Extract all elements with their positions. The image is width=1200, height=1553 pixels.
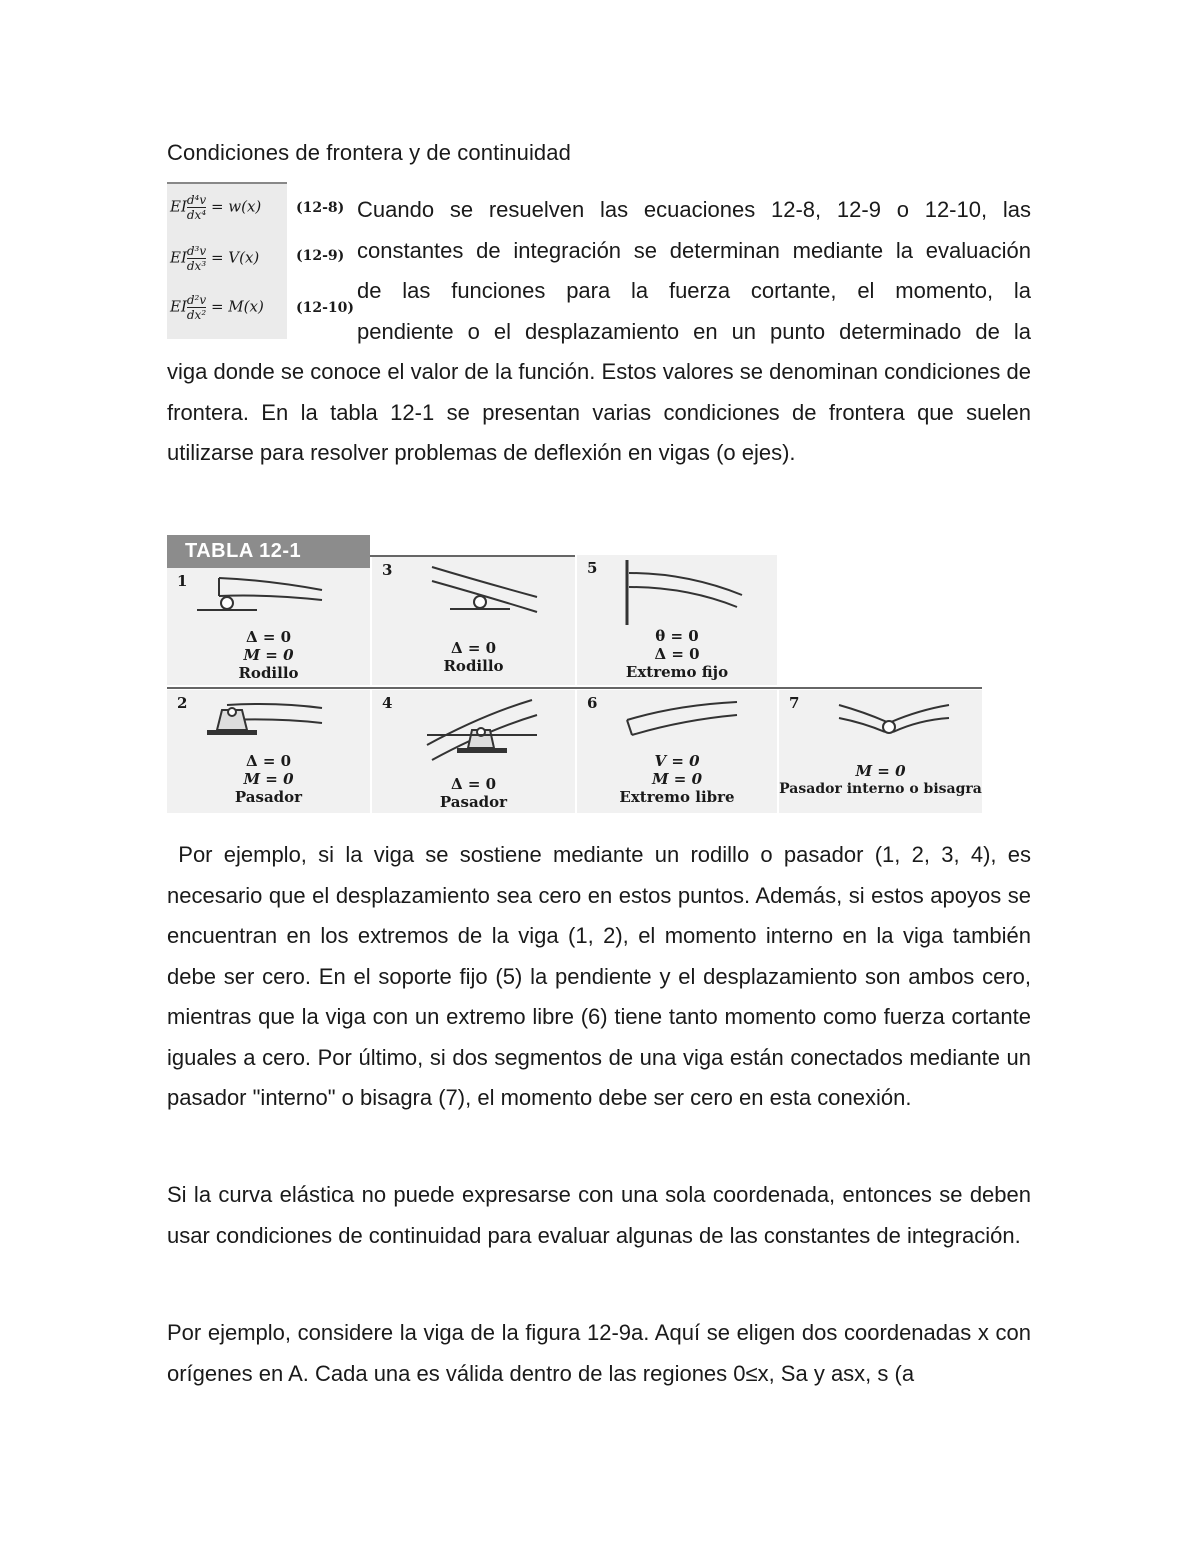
table-cell-1 — [167, 568, 370, 685]
cell-number: 1 — [177, 572, 188, 590]
condition-line: Δ = 0 — [450, 639, 497, 657]
equation-12-9 — [170, 244, 259, 273]
cell-conditions — [372, 639, 575, 675]
text-line: de las funciones para la fuerza cortante, el momento, la — [357, 278, 1031, 303]
equation-rhs: = V(x) — [210, 248, 260, 267]
condition-line: M = 0 — [243, 646, 294, 664]
equation-denominator: dx⁴ — [186, 208, 207, 222]
equation-rhs: = w(x) — [210, 197, 262, 216]
cell-number: 3 — [382, 561, 393, 579]
equation-rhs: = M(x) — [210, 297, 264, 316]
cell-conditions — [779, 762, 982, 798]
support-label: Extremo fijo — [625, 663, 729, 681]
equation-number: (12-9) — [296, 248, 345, 264]
cell-number: 2 — [177, 694, 188, 712]
paragraph-text: Si la curva elástica no puede expresarse con una sola coordenada, entonces se deben usar condiciones de continuidad para evaluar algunas de las constantes de integración. — [167, 1182, 1031, 1248]
cell-number: 5 — [587, 559, 598, 577]
section-title: Condiciones de frontera y de continuidad — [167, 140, 571, 165]
paragraph-example-figure — [167, 1313, 1031, 1394]
condition-line: Δ = 0 — [654, 645, 700, 663]
equation-denominator: dx³ — [186, 259, 207, 273]
paragraph-text: Por ejemplo, considere la viga de la figura 12-9a. Aquí se eligen dos coordenadas x con orígenes en A. Cada una es válida dentro de las regiones 0≤x, Sa y asx, s (a — [167, 1320, 1031, 1386]
paragraph-text: Por ejemplo, si la viga se sostiene mediante un rodillo o pasador (1, 2, 3, 4), es necesario que el desplazamiento sea cero en estos puntos. Además, si estos apoyos se encuentran en los extremos de la viga (1, 2), el momento interno en la viga también debe ser cero. En el soporte fijo (5) la pendiente y el desplazamiento son ambos cero, mientras que la viga con un extremo libre (6) tiene tanto momento como fuerza cortante iguales a cero. Por último, si dos segmentos de una viga están conectados mediante un pasador "interno" o bisagra (7), el momento debe ser cero en esta conexión. — [167, 842, 1038, 1110]
paragraph-intro-beside — [357, 190, 1031, 352]
equation-denominator: dx² — [186, 308, 207, 322]
support-label: Rodillo — [238, 664, 299, 682]
equation-numerator: d³v — [186, 244, 207, 258]
paragraph-continuity — [167, 1175, 1031, 1256]
table-cell-3 — [372, 557, 575, 685]
text-line: pendiente o el desplazamiento en un punto determinado de la — [357, 318, 1031, 344]
table-header: TABLA 12-1 — [167, 535, 370, 568]
support-label: Rodillo — [443, 657, 504, 675]
condition-line: θ = 0 — [655, 627, 699, 645]
support-label: Pasador — [439, 793, 508, 811]
paragraph-text: viga donde se conoce el valor de la función. Estos valores se denominan condiciones de frontera. En la tabla 12-1 se presentan varias condiciones de frontera que suelen utilizarse para resolver problemas de deflexión en vigas (o ejes). — [167, 359, 1031, 465]
condition-line: M = 0 — [651, 770, 703, 788]
table-cell-6 — [577, 690, 777, 813]
equation-12-10 — [170, 293, 264, 322]
condition-line: M = 0 — [243, 770, 294, 788]
divider — [167, 687, 982, 689]
condition-line: Δ = 0 — [245, 628, 292, 646]
paragraph-intro-rest — [167, 352, 1031, 474]
support-label: Extremo libre — [619, 788, 735, 806]
equation-numerator: d²v — [186, 293, 207, 307]
cell-number: 6 — [587, 694, 598, 712]
support-label: Pasador interno o bisagra — [779, 781, 982, 797]
equation-12-8 — [170, 193, 261, 222]
text-line: constantes de integración se determinan mediante la evaluación — [357, 237, 1031, 263]
cell-number: 4 — [382, 694, 393, 712]
table-cell-4 — [372, 690, 575, 813]
equation-number: (12-10) — [296, 300, 355, 316]
cell-conditions — [577, 627, 777, 681]
equation-numerator: d⁴v — [186, 193, 207, 207]
equation-number: (12-8) — [296, 200, 345, 216]
cell-conditions — [372, 775, 575, 811]
condition-line: V = 0 — [654, 752, 700, 770]
table-cell-5 — [577, 555, 777, 685]
cell-conditions — [167, 628, 370, 682]
paragraph-examples — [167, 835, 1038, 1119]
cell-conditions — [167, 752, 370, 806]
text-line: Cuando se resuelven las ecuaciones 12-8, 12-9 o 12-10, las — [357, 197, 1031, 222]
support-label: Pasador — [234, 788, 303, 806]
table-12-1-figure — [167, 535, 982, 813]
equation-lhs: EI — [170, 297, 187, 316]
condition-line: Δ = 0 — [245, 752, 292, 770]
equation-lhs: EI — [170, 248, 187, 267]
table-cell-7 — [779, 690, 982, 813]
table-cell-2 — [167, 690, 370, 813]
cell-number: 7 — [789, 694, 800, 712]
equation-lhs: EI — [170, 197, 187, 216]
cell-conditions — [577, 752, 777, 806]
condition-line: Δ = 0 — [450, 775, 497, 793]
condition-line: M = 0 — [855, 762, 906, 780]
